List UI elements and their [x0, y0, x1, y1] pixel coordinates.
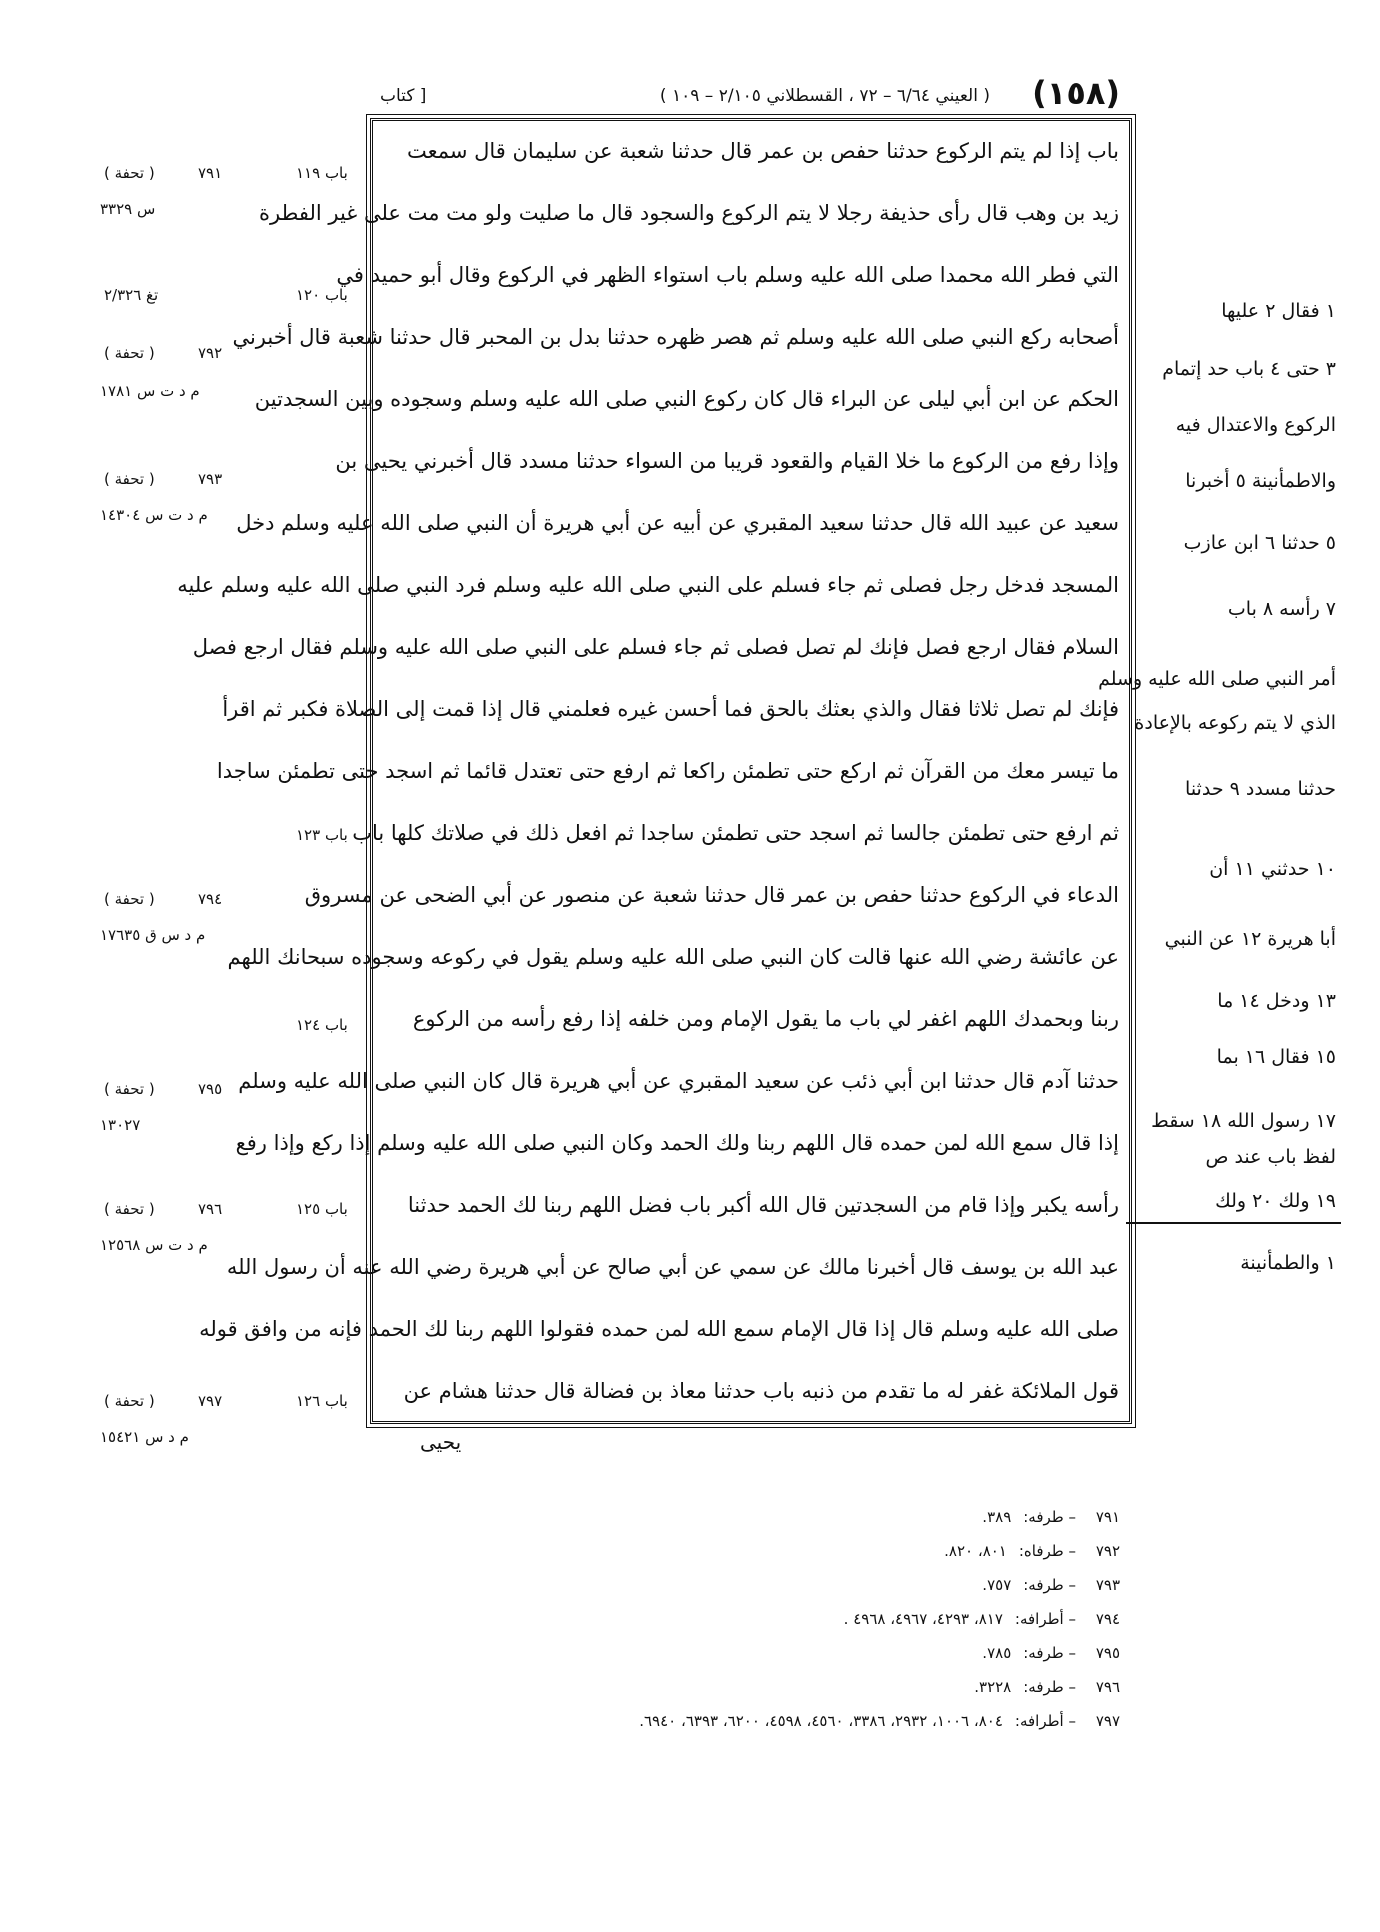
hadith-number: ٧٩٥: [198, 1080, 223, 1098]
siglum: م د ت س ١٧٨١: [100, 382, 200, 400]
tuhfa-label: ( تحفة ): [104, 1080, 155, 1098]
variant-reading: ٥ حدثنا ٦ ابن عازب: [1183, 532, 1336, 554]
hadith-number: ٧٩٣: [198, 470, 223, 488]
text-line: سعيد عن عبيد الله قال حدثنا سعيد المقبري عن أبيه عن أبي هريرة أن النبي صلى الله عليه وسلم دخل: [236, 511, 1119, 535]
footnote: ٧٩٤– أطرافه:٨١٧، ٤٢٩٣، ٤٩٦٧، ٤٩٦٨ .: [843, 1610, 1120, 1628]
variant-reading: لفظ باب عند ص: [1205, 1146, 1336, 1168]
footnote: ٧٩٢– طرفاه:٨٠١، ٨٢٠.: [944, 1542, 1120, 1560]
siglum: م د س ق ١٧٦٣٥: [100, 926, 206, 944]
variant-reading: ١٣ ودخل ١٤ ما: [1217, 990, 1336, 1012]
variant-reading: أمر النبي صلى الله عليه وسلم: [1098, 668, 1336, 690]
footnote: ٧٩٣– طرفه:٧٥٧.: [982, 1576, 1120, 1594]
text-line: باب إذا لم يتم الركوع حدثنا حفص بن عمر قال حدثنا شعبة عن سليمان قال سمعت: [406, 139, 1119, 163]
text-line: فإنك لم تصل ثلاثا فقال والذي بعثك بالحق فما أحسن غيره فعلمني قال إذا قمت إلى الصلاة فكبر ثم اقرأ: [222, 697, 1119, 721]
siglum: م د ت س ١٢٥٦٨: [100, 1236, 208, 1254]
tuhfa-label: ( تحفة ): [104, 164, 155, 182]
text-line: رأسه يكبر وإذا قام من السجدتين قال الله أكبر باب فضل اللهم ربنا لك الحمد حدثنا: [407, 1193, 1119, 1217]
hadith-number: ٧٩٤: [198, 890, 223, 908]
text-line: السلام فقال ارجع فصل فإنك لم تصل فصلى ثم جاء فسلم على النبي صلى الله عليه وسلم فقال ارجع فصل: [192, 635, 1119, 659]
siglum: م د ت س ١٤٣٠٤: [100, 506, 208, 524]
footnote: ٧٩١– طرفه:٣٨٩.: [982, 1508, 1120, 1526]
hadith-number: ٧٩٦: [198, 1200, 223, 1218]
variant-reading: الذي لا يتم ركوعه بالإعادة: [1134, 712, 1336, 734]
variant-reading: ١٠ حدثني ١١ أن: [1209, 858, 1336, 880]
variant-reading: والاطمأنينة ٥ أخبرنا: [1185, 470, 1336, 492]
tuhfa-label: ( تحفة ): [104, 470, 155, 488]
bab-number: باب ١٢٥: [296, 1200, 348, 1218]
margin-divider: [1126, 1222, 1341, 1224]
text-line: ربنا وبحمدك اللهم اغفر لي باب ما يقول الإمام ومن خلفه إذا رفع رأسه من الركوع: [412, 1007, 1119, 1031]
header-book-label: [ كتاب: [380, 86, 427, 106]
variant-reading: ١ فقال ٢ عليها: [1221, 300, 1336, 322]
text-line: ثم ارفع حتى تطمئن جالسا ثم اسجد حتى تطمئن ساجدا ثم افعل ذلك في صلاتك كلها باب: [352, 821, 1119, 845]
text-line: حدثنا آدم قال حدثنا ابن أبي ذئب عن سعيد المقبري عن أبي هريرة قال كان النبي صلى الله عليه وسلم: [238, 1069, 1119, 1093]
text-line: عن عائشة رضي الله عنها قالت كان النبي صلى الله عليه وسلم يقول في ركوعه وسجوده سبحانك اللهم: [227, 945, 1119, 969]
variant-reading: ٧ رأسه ٨ باب: [1227, 598, 1336, 620]
bab-number: باب ١٢٦: [296, 1392, 348, 1410]
bab-number: باب ١١٩: [296, 164, 348, 182]
text-line: التي فطر الله محمدا صلى الله عليه وسلم باب استواء الظهر في الركوع وقال أبو حميد في: [336, 263, 1119, 287]
text-line: ما تيسر معك من القرآن ثم اركع حتى تطمئن راكعا ثم ارفع حتى تعتدل قائما ثم اسجد حتى تطمئن ساجدا: [216, 759, 1119, 783]
text-line: صلى الله عليه وسلم قال إذا قال الإمام سمع الله لمن حمده فقولوا اللهم ربنا لك الحمد فإنه من وافق قوله: [199, 1317, 1119, 1341]
variant-reading: حدثنا مسدد ٩ حدثنا: [1185, 778, 1336, 800]
text-line: قول الملائكة غفر له ما تقدم من ذنبه باب حدثنا معاذ بن فضالة قال حدثنا هشام عن: [403, 1379, 1119, 1403]
text-line: عبد الله بن يوسف قال أخبرنا مالك عن سمي عن أبي صالح عن أبي هريرة رضي الله عنه أن رسول الله: [226, 1255, 1119, 1279]
variant-reading: ١ والطمأنينة: [1240, 1252, 1336, 1274]
variant-reading: الركوع والاعتدال فيه: [1175, 414, 1336, 436]
siglum: ١٣٠٢٧: [100, 1116, 141, 1134]
variant-reading: ١٩ ولك ٢٠ ولك: [1215, 1190, 1336, 1212]
tuhfa-label: تغ ٢/٣٢٦: [104, 286, 159, 304]
bab-number: باب ١٢٠: [296, 286, 348, 304]
text-line: إذا قال سمع الله لمن حمده قال اللهم ربنا ولك الحمد وكان النبي صلى الله عليه وسلم إذا ركع وإذا رفع: [235, 1131, 1119, 1155]
hadith-number: ٧٩٢: [198, 344, 223, 362]
tuhfa-label: ( تحفة ): [104, 1200, 155, 1218]
hadith-number: ٧٩١: [198, 164, 223, 182]
footnote: ٧٩٧– أطرافه:٨٠٤، ١٠٠٦، ٢٩٣٢، ٣٣٨٦، ٤٥٦٠، ٤٥٩٨، ٦٢٠٠، ٦٣٩٣، ٦٩٤٠.: [639, 1712, 1120, 1730]
text-line: وإذا رفع من الركوع ما خلا القيام والقعود قريبا من السواء حدثنا مسدد قال أخبرني يحيى بن: [335, 449, 1119, 473]
text-line: الدعاء في الركوع حدثنا حفص بن عمر قال حدثنا شعبة عن منصور عن أبي الضحى عن مسروق: [304, 883, 1119, 907]
page-header: [370, 74, 1130, 114]
variant-reading: أبا هريرة ١٢ عن النبي: [1164, 928, 1336, 950]
text-line: الحكم عن ابن أبي ليلى عن البراء قال كان ركوع النبي صلى الله عليه وسلم وسجوده وبين السجدتين: [254, 387, 1119, 411]
text-line: أصحابه ركع النبي صلى الله عليه وسلم ثم هصر ظهره حدثنا بدل بن المحبر قال حدثنا شعبة قال أخبرني: [232, 325, 1119, 349]
bab-number: باب ١٢٣: [296, 826, 348, 844]
footnotes: [420, 1500, 1120, 1738]
siglum: س ٣٣٢٩: [100, 200, 156, 218]
tuhfa-label: ( تحفة ): [104, 890, 155, 908]
catchword: يحيى: [420, 1430, 462, 1454]
variant-reading: ٣ حتى ٤ باب حد إتمام: [1162, 358, 1336, 380]
variant-reading: ١٧ رسول الله ١٨ سقط: [1151, 1110, 1336, 1132]
page-number: (١٥٨): [1032, 74, 1120, 112]
siglum: م د س ١٥٤٢١: [100, 1428, 189, 1446]
footnote: ٧٩٦– طرفه:٣٢٢٨.: [974, 1678, 1120, 1696]
footnote: ٧٩٥– طرفه:٧٨٥.: [982, 1644, 1120, 1662]
hadith-number: ٧٩٧: [198, 1392, 223, 1410]
bab-number: باب ١٢٤: [296, 1016, 348, 1034]
tuhfa-label: ( تحفة ): [104, 344, 155, 362]
text-line: زيد بن وهب قال رأى حذيفة رجلا لا يتم الركوع والسجود قال ما صليت ولو مت مت على غير الفطرة: [259, 201, 1119, 225]
text-line: المسجد فدخل رجل فصلى ثم جاء فسلم على النبي صلى الله عليه وسلم فرد النبي صلى الله عليه وسلم عليه: [177, 573, 1119, 597]
tuhfa-label: ( تحفة ): [104, 1392, 155, 1410]
header-references: ( العيني ٦/٦٤ – ٧٢ ، القسطلاني ٢/١٠٥ – ١٠٩ ): [659, 86, 990, 106]
variant-reading: ١٥ فقال ١٦ بما: [1216, 1046, 1336, 1068]
